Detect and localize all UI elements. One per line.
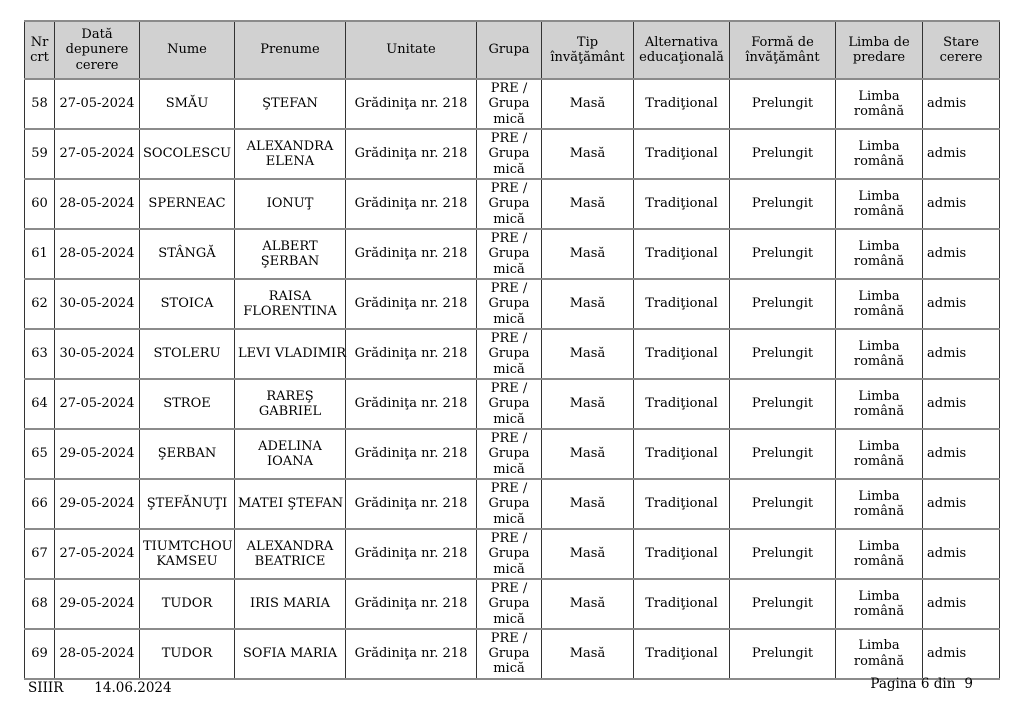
header-row bbox=[25, 21, 1000, 79]
col-header-tip-invatamant: Tip învăţământ bbox=[542, 21, 634, 79]
cell-unitate: Grădiniţa nr. 218 bbox=[346, 329, 477, 379]
table-row bbox=[25, 629, 1000, 679]
table-row bbox=[25, 229, 1000, 279]
cell-forma-invatamant: Prelungit bbox=[730, 229, 836, 279]
cell-prenume: ADELINA IOANA bbox=[235, 429, 346, 479]
page-indicator-total: 9 bbox=[964, 676, 973, 692]
table-row bbox=[25, 579, 1000, 629]
cell-prenume: ALEXANDRA BEATRICE bbox=[235, 529, 346, 579]
cell-grupa: PRE / Grupa mică bbox=[477, 179, 542, 229]
cell-unitate: Grădiniţa nr. 218 bbox=[346, 579, 477, 629]
cell-alternativa: Tradiţional bbox=[634, 429, 730, 479]
cell-tip-invatamant: Masă bbox=[542, 379, 634, 429]
cell-forma-invatamant: Prelungit bbox=[730, 579, 836, 629]
cell-nume: SPERNEAC bbox=[140, 179, 235, 229]
cell-nume: SMĂU bbox=[140, 79, 235, 129]
cell-tip-invatamant: Masă bbox=[542, 129, 634, 179]
table-row bbox=[25, 379, 1000, 429]
footer-date: 14.06.2024 bbox=[94, 680, 172, 696]
cell-unitate: Grădiniţa nr. 218 bbox=[346, 479, 477, 529]
cell-limba-predare: Limba română bbox=[836, 429, 923, 479]
cell-tip-invatamant: Masă bbox=[542, 229, 634, 279]
cell-stare-cerere: admis bbox=[923, 229, 1000, 279]
cell-unitate: Grădiniţa nr. 218 bbox=[346, 229, 477, 279]
cell-unitate: Grădiniţa nr. 218 bbox=[346, 629, 477, 679]
cell-prenume: ALBERT ŞERBAN bbox=[235, 229, 346, 279]
cell-nr-crt: 69 bbox=[25, 629, 55, 679]
cell-unitate: Grădiniţa nr. 218 bbox=[346, 379, 477, 429]
cell-prenume: IRIS MARIA bbox=[235, 579, 346, 629]
cell-nr-crt: 65 bbox=[25, 429, 55, 479]
page-footer bbox=[28, 676, 973, 696]
cell-unitate: Grădiniţa nr. 218 bbox=[346, 279, 477, 329]
col-header-prenume: Prenume bbox=[235, 21, 346, 79]
cell-grupa: PRE / Grupa mică bbox=[477, 579, 542, 629]
cell-stare-cerere: admis bbox=[923, 479, 1000, 529]
cell-limba-predare: Limba română bbox=[836, 629, 923, 679]
table-row bbox=[25, 529, 1000, 579]
cell-tip-invatamant: Masă bbox=[542, 279, 634, 329]
cell-prenume: LEVI VLADIMIR bbox=[235, 329, 346, 379]
cell-alternativa: Tradiţional bbox=[634, 79, 730, 129]
cell-grupa: PRE / Grupa mică bbox=[477, 529, 542, 579]
cell-data-depunere: 30-05-2024 bbox=[55, 279, 140, 329]
cell-data-depunere: 27-05-2024 bbox=[55, 129, 140, 179]
cell-limba-predare: Limba română bbox=[836, 529, 923, 579]
cell-nr-crt: 64 bbox=[25, 379, 55, 429]
cell-stare-cerere: admis bbox=[923, 379, 1000, 429]
footer-left bbox=[28, 680, 172, 696]
cell-stare-cerere: admis bbox=[923, 579, 1000, 629]
cell-alternativa: Tradiţional bbox=[634, 579, 730, 629]
cell-grupa: PRE / Grupa mică bbox=[477, 479, 542, 529]
cell-forma-invatamant: Prelungit bbox=[730, 529, 836, 579]
cell-alternativa: Tradiţional bbox=[634, 629, 730, 679]
cell-alternativa: Tradiţional bbox=[634, 229, 730, 279]
table-row bbox=[25, 429, 1000, 479]
cell-grupa: PRE / Grupa mică bbox=[477, 379, 542, 429]
cell-grupa: PRE / Grupa mică bbox=[477, 329, 542, 379]
cell-nume: TUDOR bbox=[140, 629, 235, 679]
cell-forma-invatamant: Prelungit bbox=[730, 279, 836, 329]
cell-tip-invatamant: Masă bbox=[542, 579, 634, 629]
cell-data-depunere: 29-05-2024 bbox=[55, 579, 140, 629]
cell-grupa: PRE / Grupa mică bbox=[477, 129, 542, 179]
cell-stare-cerere: admis bbox=[923, 79, 1000, 129]
cell-prenume: ALEXANDRA ELENA bbox=[235, 129, 346, 179]
col-header-alternativa: Alternativa educaţională bbox=[634, 21, 730, 79]
cell-nume: TUDOR bbox=[140, 579, 235, 629]
cell-stare-cerere: admis bbox=[923, 429, 1000, 479]
col-header-grupa: Grupa bbox=[477, 21, 542, 79]
cell-limba-predare: Limba română bbox=[836, 379, 923, 429]
cell-tip-invatamant: Masă bbox=[542, 479, 634, 529]
cell-grupa: PRE / Grupa mică bbox=[477, 629, 542, 679]
cell-nr-crt: 67 bbox=[25, 529, 55, 579]
cell-forma-invatamant: Prelungit bbox=[730, 429, 836, 479]
cell-stare-cerere: admis bbox=[923, 129, 1000, 179]
cell-nume: SOCOLESCU bbox=[140, 129, 235, 179]
table-row bbox=[25, 329, 1000, 379]
cell-forma-invatamant: Prelungit bbox=[730, 129, 836, 179]
cell-nr-crt: 62 bbox=[25, 279, 55, 329]
cell-prenume: RAISA FLORENTINA bbox=[235, 279, 346, 329]
cell-prenume: IONUŢ bbox=[235, 179, 346, 229]
cell-alternativa: Tradiţional bbox=[634, 379, 730, 429]
cell-alternativa: Tradiţional bbox=[634, 329, 730, 379]
cell-nr-crt: 63 bbox=[25, 329, 55, 379]
cell-prenume: RAREŞ GABRIEL bbox=[235, 379, 346, 429]
cell-alternativa: Tradiţional bbox=[634, 179, 730, 229]
cell-forma-invatamant: Prelungit bbox=[730, 79, 836, 129]
cell-unitate: Grădiniţa nr. 218 bbox=[346, 529, 477, 579]
cell-unitate: Grădiniţa nr. 218 bbox=[346, 79, 477, 129]
cell-nume: STÂNGĂ bbox=[140, 229, 235, 279]
cell-stare-cerere: admis bbox=[923, 179, 1000, 229]
cell-data-depunere: 28-05-2024 bbox=[55, 229, 140, 279]
cell-data-depunere: 27-05-2024 bbox=[55, 529, 140, 579]
cell-nr-crt: 60 bbox=[25, 179, 55, 229]
cell-stare-cerere: admis bbox=[923, 279, 1000, 329]
col-header-forma-invatamant: Formă de învăţământ bbox=[730, 21, 836, 79]
table-body bbox=[25, 79, 1000, 679]
cell-data-depunere: 27-05-2024 bbox=[55, 79, 140, 129]
cell-unitate: Grădiniţa nr. 218 bbox=[346, 179, 477, 229]
cell-grupa: PRE / Grupa mică bbox=[477, 229, 542, 279]
col-header-stare-cerere: Stare cerere bbox=[923, 21, 1000, 79]
cell-grupa: PRE / Grupa mică bbox=[477, 79, 542, 129]
cell-tip-invatamant: Masă bbox=[542, 529, 634, 579]
cell-tip-invatamant: Masă bbox=[542, 79, 634, 129]
page-indicator-label: Pagina 6 din bbox=[870, 676, 956, 692]
cell-tip-invatamant: Masă bbox=[542, 629, 634, 679]
cell-limba-predare: Limba română bbox=[836, 279, 923, 329]
cell-forma-invatamant: Prelungit bbox=[730, 329, 836, 379]
cell-data-depunere: 30-05-2024 bbox=[55, 329, 140, 379]
cell-nume: STROE bbox=[140, 379, 235, 429]
cell-nume: ŞERBAN bbox=[140, 429, 235, 479]
cell-stare-cerere: admis bbox=[923, 629, 1000, 679]
page-indicator bbox=[870, 676, 973, 692]
applications-table bbox=[24, 20, 1000, 680]
cell-nr-crt: 61 bbox=[25, 229, 55, 279]
cell-nume: STOICA bbox=[140, 279, 235, 329]
cell-nr-crt: 58 bbox=[25, 79, 55, 129]
cell-data-depunere: 28-05-2024 bbox=[55, 629, 140, 679]
cell-prenume: ŞTEFAN bbox=[235, 79, 346, 129]
cell-nr-crt: 59 bbox=[25, 129, 55, 179]
cell-forma-invatamant: Prelungit bbox=[730, 629, 836, 679]
cell-forma-invatamant: Prelungit bbox=[730, 479, 836, 529]
col-header-nume: Nume bbox=[140, 21, 235, 79]
cell-prenume: SOFIA MARIA bbox=[235, 629, 346, 679]
cell-nume: STOLERU bbox=[140, 329, 235, 379]
table-row bbox=[25, 279, 1000, 329]
cell-data-depunere: 29-05-2024 bbox=[55, 479, 140, 529]
cell-tip-invatamant: Masă bbox=[542, 179, 634, 229]
cell-limba-predare: Limba română bbox=[836, 329, 923, 379]
cell-tip-invatamant: Masă bbox=[542, 429, 634, 479]
table-row bbox=[25, 79, 1000, 129]
cell-data-depunere: 28-05-2024 bbox=[55, 179, 140, 229]
cell-stare-cerere: admis bbox=[923, 329, 1000, 379]
cell-nume: TIUMTCHOU KAMSEU bbox=[140, 529, 235, 579]
cell-limba-predare: Limba română bbox=[836, 129, 923, 179]
cell-alternativa: Tradiţional bbox=[634, 529, 730, 579]
col-header-nr-crt: Nr crt bbox=[25, 21, 55, 79]
col-header-unitate: Unitate bbox=[346, 21, 477, 79]
cell-limba-predare: Limba română bbox=[836, 579, 923, 629]
table-row bbox=[25, 479, 1000, 529]
table-row bbox=[25, 179, 1000, 229]
cell-alternativa: Tradiţional bbox=[634, 129, 730, 179]
cell-stare-cerere: admis bbox=[923, 529, 1000, 579]
cell-limba-predare: Limba română bbox=[836, 479, 923, 529]
cell-alternativa: Tradiţional bbox=[634, 479, 730, 529]
cell-forma-invatamant: Prelungit bbox=[730, 179, 836, 229]
table-row bbox=[25, 129, 1000, 179]
col-header-limba-predare: Limba de predare bbox=[836, 21, 923, 79]
cell-unitate: Grădiniţa nr. 218 bbox=[346, 429, 477, 479]
cell-grupa: PRE / Grupa mică bbox=[477, 279, 542, 329]
cell-limba-predare: Limba română bbox=[836, 179, 923, 229]
cell-nr-crt: 68 bbox=[25, 579, 55, 629]
table-header bbox=[25, 21, 1000, 79]
cell-grupa: PRE / Grupa mică bbox=[477, 429, 542, 479]
cell-data-depunere: 29-05-2024 bbox=[55, 429, 140, 479]
cell-nume: ŞTEFĂNUŢI bbox=[140, 479, 235, 529]
app-name-label: SIIIR bbox=[28, 680, 64, 696]
cell-limba-predare: Limba română bbox=[836, 229, 923, 279]
cell-alternativa: Tradiţional bbox=[634, 279, 730, 329]
col-header-data-depunere: Dată depunere cerere bbox=[55, 21, 140, 79]
cell-tip-invatamant: Masă bbox=[542, 329, 634, 379]
cell-data-depunere: 27-05-2024 bbox=[55, 379, 140, 429]
cell-forma-invatamant: Prelungit bbox=[730, 379, 836, 429]
cell-limba-predare: Limba română bbox=[836, 79, 923, 129]
cell-prenume: MATEI ŞTEFAN bbox=[235, 479, 346, 529]
cell-unitate: Grădiniţa nr. 218 bbox=[346, 129, 477, 179]
cell-nr-crt: 66 bbox=[25, 479, 55, 529]
